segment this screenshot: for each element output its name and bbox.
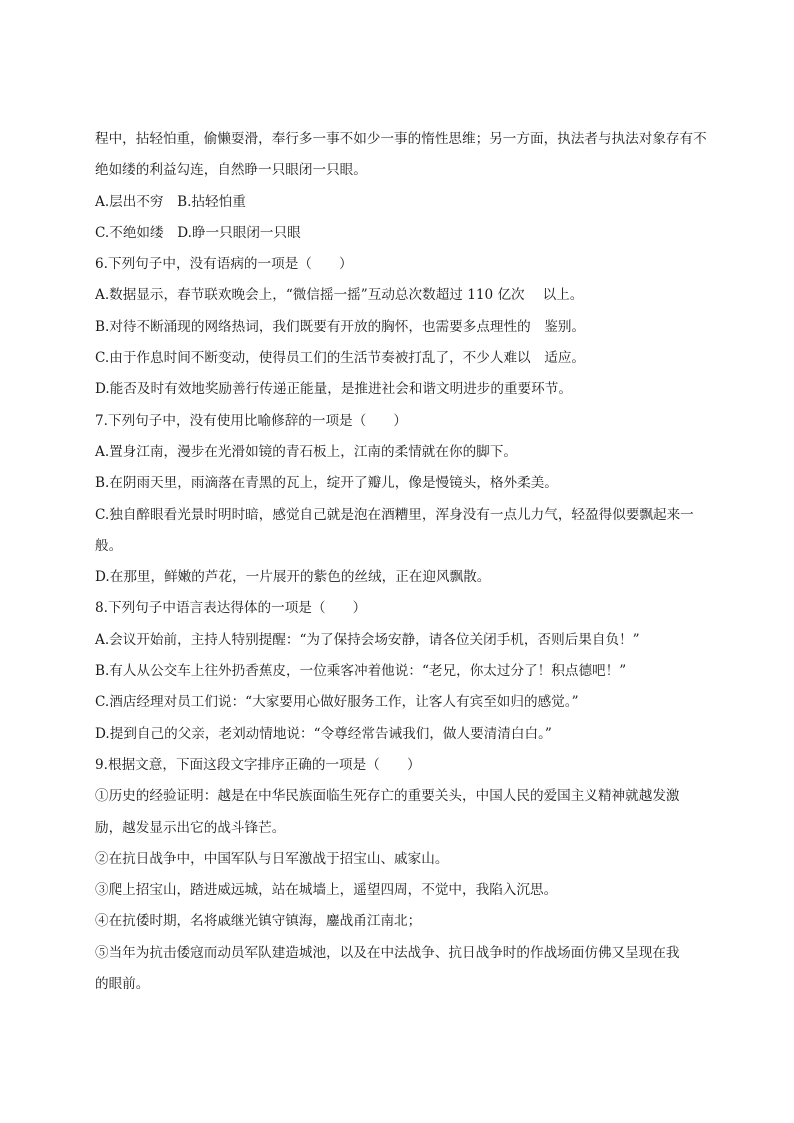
answer-option: A.会议开始前，主持人特别提醒：“为了保持会场安静，请各位关闭手机，否则后果自负！” xyxy=(95,631,640,648)
answer-option: C.酒店经理对员工们说：“大家要用心做好服务工作，让客人有宾至如归的感觉。” xyxy=(95,694,579,711)
question-8-stem: 8.下列句子中语言表达得体的一项是（ ） xyxy=(95,600,367,617)
answer-option: B.有人从公交车上往外扔香蕉皮，一位乘客冲着他说：“老兄，你太过分了！积点德吧！” xyxy=(95,663,627,680)
sequence-item: ④在抗倭时期，名将戚继光镇守镇海，鏖战甬江南北； xyxy=(95,913,422,930)
text-line: 程中，拈轻怕重，偷懒耍滑，奉行多一事不如少一事的惰性思维；另一方面，执法者与执法对象存有不 xyxy=(95,131,707,147)
sequence-item: ①历史的经验证明：越是在中华民族面临生死存亡的重要关头，中国人民的爱国主义精神就越发激 xyxy=(95,788,680,805)
text-line: 绝如缕的利益勾连，自然睁一只眼闭一只眼。 xyxy=(95,162,367,179)
answer-option: A.置身江南，漫步在光滑如镜的青石板上，江南的柔情就在你的脚下。 xyxy=(95,443,517,460)
answer-option: C.由于作息时间不断变动，使得员工们的生活节奏被打乱了，不少人难以 适应。 xyxy=(95,350,586,367)
answer-option: A.层出不穷 B.拈轻怕重 xyxy=(95,193,246,210)
answer-option: 般。 xyxy=(95,537,123,554)
sequence-item: 的眼前。 xyxy=(95,976,150,993)
question-7-stem: 7.下列句子中，没有使用比喻修辞的一项是（ ） xyxy=(95,412,408,429)
sequence-item: ⑤当年为抗击倭寇而动员军队建造城池，以及在中法战争、抗日战争时的作战场面仿佛又呈现在我 xyxy=(95,944,680,961)
answer-option: B.对待不断涌现的网络热词，我们既要有开放的胸怀，也需要多点理性的 鉴别。 xyxy=(95,318,586,335)
sequence-item: ②在抗日战争中，中国军队与日军激战于招宝山、戚家山。 xyxy=(95,850,449,867)
answer-option: D.在那里，鲜嫩的芦花，一片展开的紫色的丝绒，正在迎风飘散。 xyxy=(95,569,491,586)
question-9-stem: 9.根据文意，下面这段文字排序正确的一项是（ ） xyxy=(95,756,421,773)
answer-option: D.能否及时有效地奖励善行传递正能量，是推进社会和谐文明进步的重要环节。 xyxy=(95,381,572,398)
answer-option: C.独自醉眼看光景时明时暗，感觉自己就是泡在酒糟里，浑身没有一点儿力气，轻盈得似要飘起来一 xyxy=(95,506,694,523)
sequence-item: ③爬上招宝山，踏进威远城，站在城墙上，遥望四周，不觉中，我陷入沉思。 xyxy=(95,882,558,899)
question-6-stem: 6.下列句子中，没有语病的一项是（ ） xyxy=(95,256,353,273)
answer-option: C.不绝如缕 D.睁一只眼闭一只眼 xyxy=(95,224,301,241)
sequence-item: 励，越发显示出它的战斗锋芒。 xyxy=(95,819,286,836)
answer-option: D.提到自己的父亲，老刘动情地说：“令尊经常告诫我们，做人要清清白白。” xyxy=(95,725,552,742)
answer-option: B.在阴雨天里，雨滴落在青黑的瓦上，绽开了瓣儿，像是慢镜头，格外柔美。 xyxy=(95,475,558,492)
answer-option: A.数据显示，春节联欢晚会上，“微信摇一摇”互动总次数超过 110 亿次 以上。 xyxy=(95,287,584,304)
document-body xyxy=(95,124,707,1000)
